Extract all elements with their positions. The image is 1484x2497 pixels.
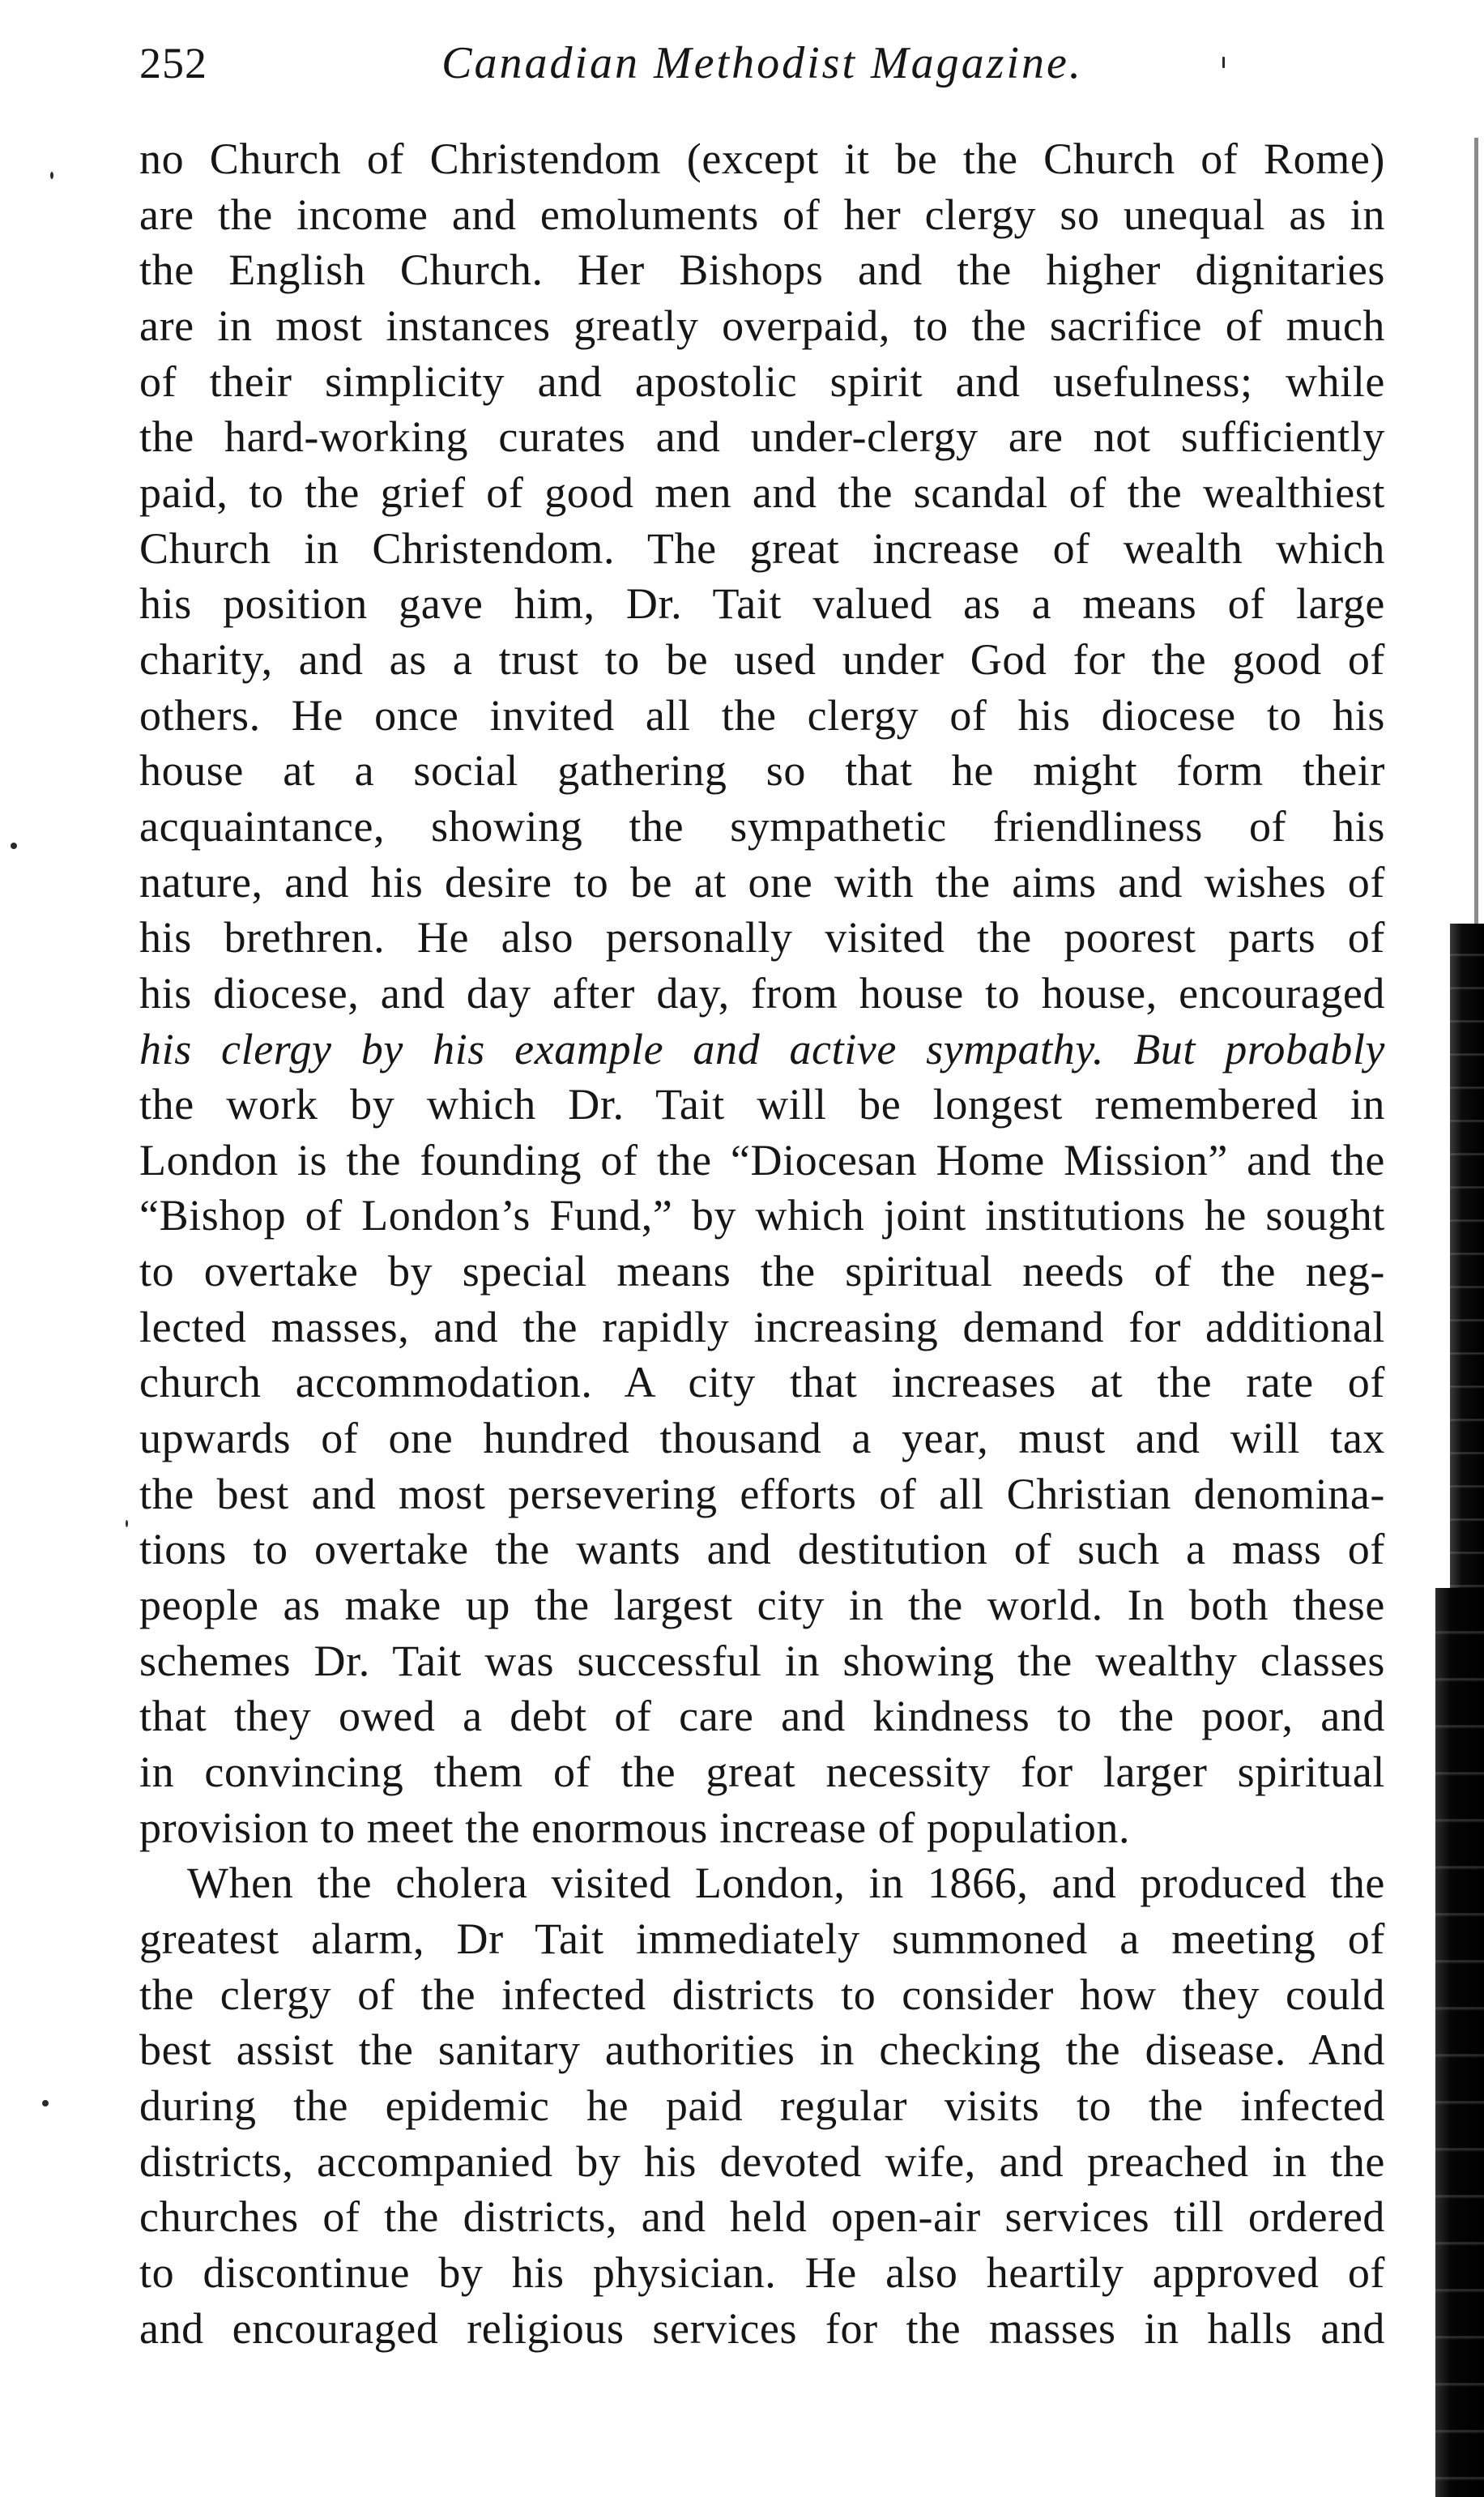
text-line: people as make up the largest city in the world. In both these (139, 1581, 1385, 1630)
text-line: are in most instances greatly overpaid, to the sacrifice of much (139, 301, 1385, 350)
text-line: acquaintance, showing the sympathetic friendliness of his (139, 801, 1385, 851)
text-line: tions to overtake the wants and destitution of such a mass of (139, 1525, 1385, 1574)
body-text (139, 131, 1385, 2356)
page-header (139, 36, 1385, 91)
scan-speck (1222, 57, 1225, 68)
paragraph (139, 131, 1385, 1855)
text-line: schemes Dr. Tait was successful in showing the wealthy classes (139, 1636, 1385, 1685)
text-line: of their simplicity and apostolic spirit and usefulness; while (139, 356, 1385, 406)
text-line: upwards of one hundred thousand a year, must and will tax (139, 1414, 1385, 1463)
text-line: his brethren. He also personally visited the poorest parts of (139, 913, 1385, 963)
text-line: London is the founding of the “Diocesan Home Mission” and the (139, 1135, 1385, 1184)
text-line: others. He once invited all the clergy of his diocese to his (139, 690, 1385, 740)
text-line: nature, and his desire to be at one with the aims and wishes of (139, 857, 1385, 907)
text-line: to overtake by special means the spiritual needs of the neg- (139, 1247, 1385, 1296)
scan-speck (126, 1520, 128, 1527)
text-line: are the income and emoluments of her clergy so unequal as in (139, 190, 1385, 239)
text-line: best assist the sanitary authorities in checking the disease. And (139, 2025, 1385, 2075)
text-line: church accommodation. A city that increases at the rate of (139, 1358, 1385, 1407)
text-line: “Bishop of London’s Fund,” by which joint institutions he sought (139, 1191, 1385, 1240)
page-number: 252 (139, 39, 207, 88)
text-line: house at a social gathering so that he might form their (139, 746, 1385, 796)
text-line: no Church of Christendom (except it be the Church of Rome) (139, 134, 1385, 183)
text-line: during the epidemic he paid regular visits to the infected (139, 2081, 1385, 2130)
text-line: the hard-working curates and under-clergy are not sufficiently (139, 412, 1385, 462)
binding-edge-line (1474, 138, 1478, 928)
text-line: districts, accompanied by his devoted wife, and preached in the (139, 2136, 1385, 2186)
scan-speck (50, 172, 53, 179)
text-line: in convincing them of the great necessity for larger spiritual (139, 1748, 1385, 1797)
text-line: When the cholera visited London, in 1866, and produced the (187, 1859, 1385, 1908)
binding-shadow (1435, 1588, 1484, 2497)
text-line: that they owed a debt of care and kindness to the poor, and (139, 1692, 1385, 1741)
text-line: lected masses, and the rapidly increasing demand for additional (139, 1302, 1385, 1351)
text-line: to discontinue by his physician. He also heartily approved of (139, 2247, 1385, 2297)
text-line: provision to meet the enormous increase of population. (139, 1803, 1131, 1852)
text-line: Church in Christendom. The great increase of wealth which (139, 523, 1385, 573)
binding-shadow (1450, 924, 1484, 1590)
text-line: his position gave him, Dr. Tait valued as a means of large (139, 579, 1385, 629)
text-line: paid, to the grief of good men and the scandal of the wealthiest (139, 467, 1385, 517)
text-line: his clergy by his example and active sympathy. But probably (139, 1024, 1385, 1073)
text-line: charity, and as a trust to be used under God for the good of (139, 634, 1385, 684)
text-line: and encouraged religious services for the masses in halls and (139, 2303, 1385, 2353)
scan-speck (11, 843, 17, 849)
text-line: the work by which Dr. Tait will be longest remembered in (139, 1080, 1385, 1129)
text-line: the best and most persevering efforts of all Christian denomina- (139, 1469, 1385, 1518)
text-line: churches of the districts, and held open-air services till ordered (139, 2192, 1385, 2242)
running-title: Canadian Methodist Magazine. (441, 38, 1083, 88)
scan-speck (42, 2100, 49, 2106)
text-line: the clergy of the infected districts to consider how they could (139, 1970, 1385, 2019)
paragraph (139, 1855, 1385, 2356)
text-line: the English Church. Her Bishops and the higher dignitaries (139, 245, 1385, 295)
text-line: greatest alarm, Dr Tait immediately summoned a meeting of (139, 1914, 1385, 1963)
text-line: his diocese, and day after day, from house to house, encouraged (139, 968, 1385, 1018)
